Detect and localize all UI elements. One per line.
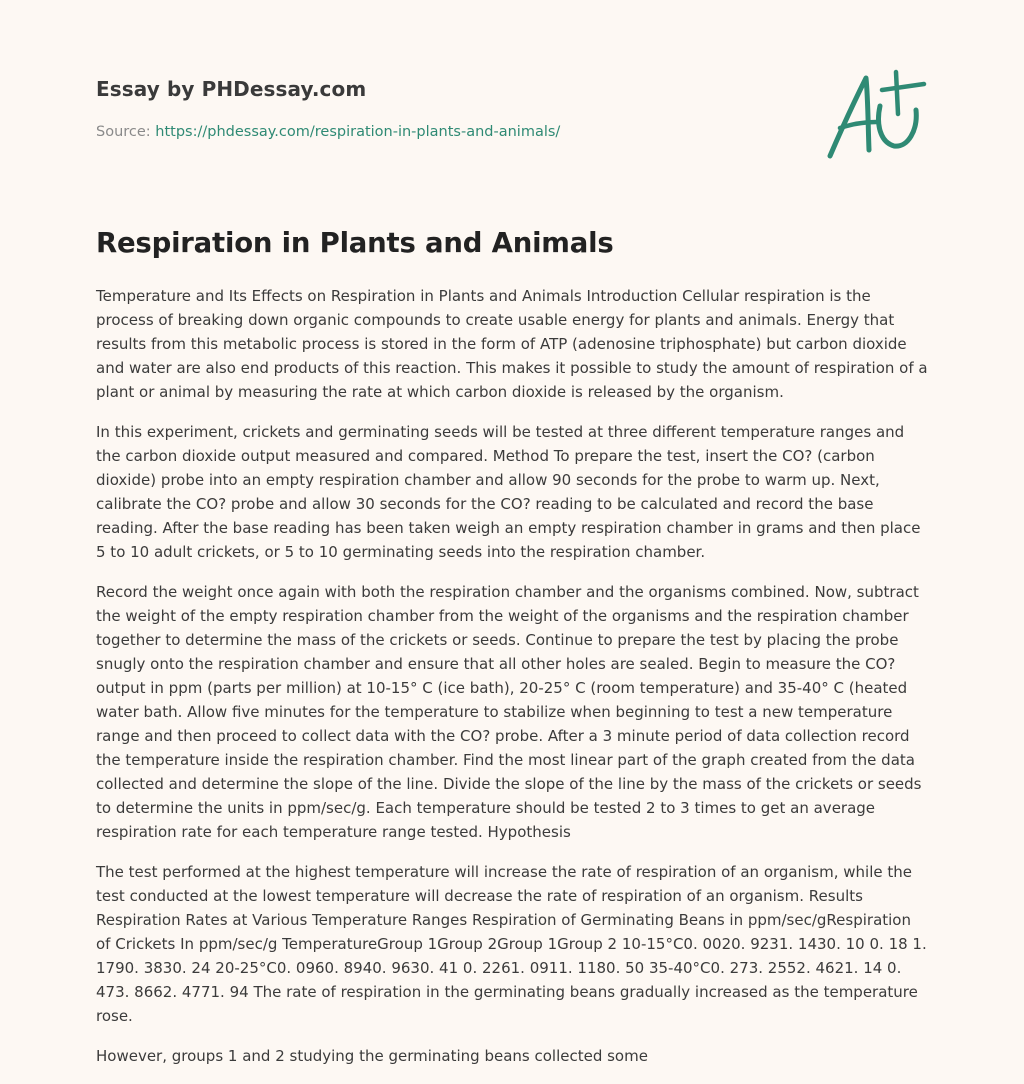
essay-paragraph: The test performed at the highest temperature will increase the rate of respiration of an organism, while the test conducted at the lowest temperature will decrease the rate of respiration of an organism. Results Respiration Rates at Various Temperature Ranges Respiration of Germinating Beans in ppm/sec/gRespiration of Crickets In ppm/sec/g TemperatureGroup 1Group 2Group 1Group 2 10-15°C0. 0020. 9231. 1430. 10 0. 18 1. 1790. 3830. 24 20-25°C0. 0960. 8940. 9630. 41 0. 2261. 0911. 1180. 50 35-40°C0. 273. 2552. 4621. 14 0. 473. 8662. 4771. 94 The rate of respiration in the germinating beans gradually increased as the temperature rose. [96,863,927,1025]
essay-body [96,284,928,1084]
source-link[interactable]: https://phdessay.com/respiration-in-plants-and-animals/ [155,124,561,140]
source-label: Source: [96,124,151,140]
essay-title: Respiration in Plants and Animals [96,227,614,259]
essay-paragraph: Temperature and Its Effects on Respiration in Plants and Animals Introduction Cellular respiration is the process of breaking down organic compounds to create usable energy for plants and animals. Energy that results from this metabolic process is stored in the form of ATP (adenosine triphosphate) but carbon dioxide and water are also end products of this reaction. This makes it possible to study the amount of respiration of a plant or animal by measuring the rate at which carbon dioxide is released by the organism. [96,287,928,401]
source-line [96,124,560,140]
essay-paragraph: In this experiment, crickets and germinating seeds will be tested at three different temperature ranges and the carbon dioxide output measured and compared. Method To prepare the test, insert the CO? (carbon dioxide) probe into an empty respiration chamber and allow 90 seconds for the probe to warm up. Next, calibrate the CO? probe and allow 30 seconds for the CO? reading to be calculated and record the base reading. After the base reading has been taken weigh an empty respiration chamber in grams and then place 5 to 10 adult crickets, or 5 to 10 germinating seeds into the respiration chamber. [96,423,921,561]
a-plus-logo-icon [820,68,930,168]
site-title: Essay by PHDessay.com [96,77,367,101]
essay-paragraph: Record the weight once again with both the respiration chamber and the organisms combined. Now, subtract the weight of the empty respiration chamber from the weight of the organisms and the respiration chamber together to determine the mass of the crickets or seeds. Continue to prepare the test by placing the probe snugly onto the respiration chamber and ensure that all other holes are sealed. Begin to measure the CO? output in ppm (parts per million) at 10-15° C (ice bath), 20-25° C (room temperature) and 35-40° C (heated water bath. Allow five minutes for the temperature to stabilize when beginning to test a new temperature range and then proceed to collect data with the CO? probe. After a 3 minute period of data collection record the temperature inside the respiration chamber. Find the most linear part of the graph created from the data collected and determine the slope of the line. Divide the slope of the line by the mass of the crickets or seeds to determine the units in ppm/sec/g. Each temperature should be tested 2 to 3 times to get an average respiration rate for each temperature range tested. Hypothesis [96,583,922,841]
essay-paragraph: However, groups 1 and 2 studying the germinating beans collected some [96,1047,648,1065]
